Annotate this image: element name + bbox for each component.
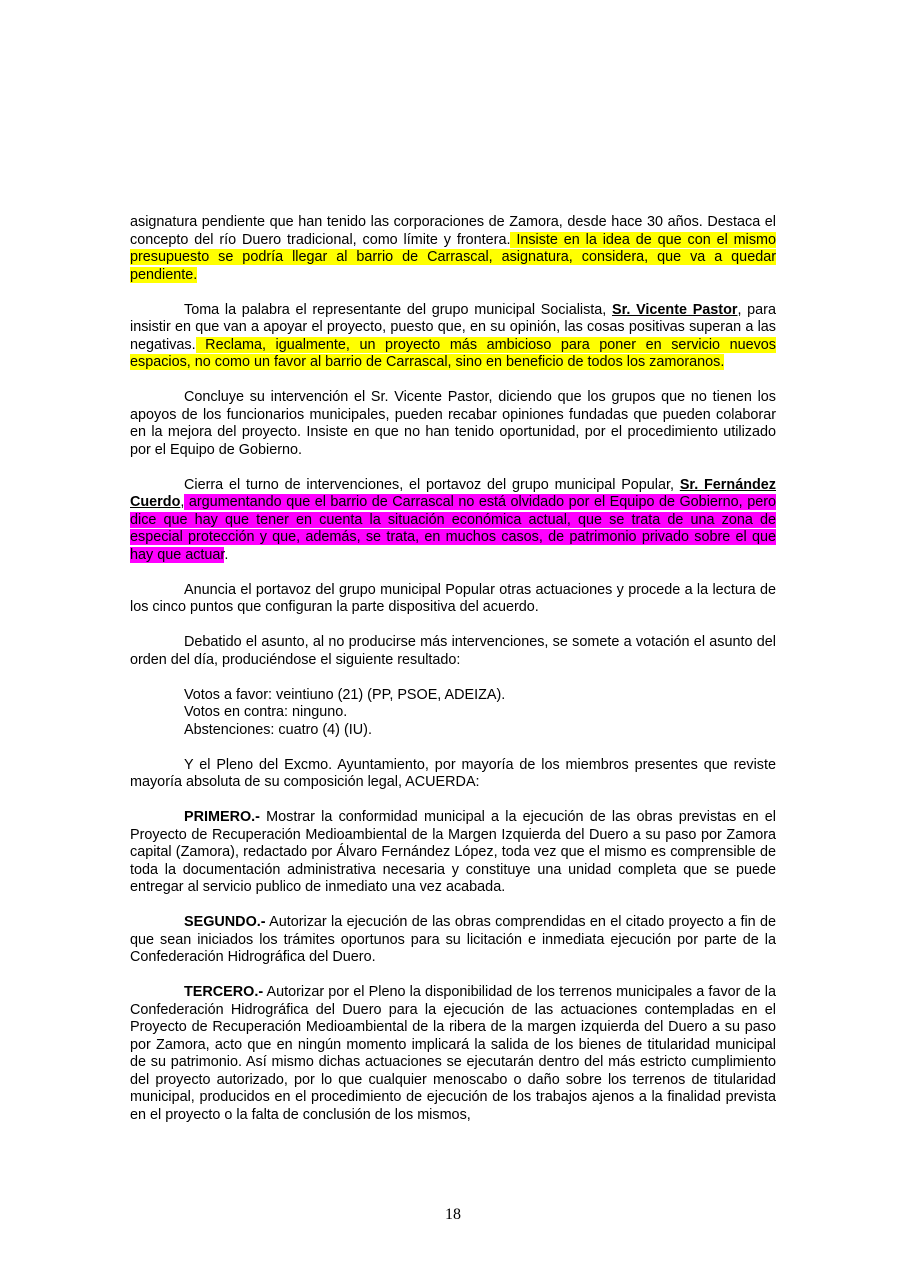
votes-abstenciones: Abstenciones: cuatro (4) (IU). <box>184 721 372 738</box>
agreement-tercero <box>130 984 776 1124</box>
agreement-tercero-text: Autorizar por el Pleno la disponibilidad de los terrenos municipales a favor de la Confederación Hidrográfica del Duero para la ejecución de las actuaciones contempladas en el Proyecto de Recuperación Medioambiental de la ribera de la margen izquierda del Duero a su paso por Zamora, acto que en ningún momento implicará la salida de los bienes de titularidad municipal de su patrimonio. Así mismo dichas actuaciones se ejecutarán dentro del más estricto cumplimiento del proyecto autorizado, por lo que cualquier menoscabo o daño sobre los terrenos de titularidad municipal, producidos en el procedimiento de ejecución de los trabajos ajenos a la finalidad prevista en el proyecto o la falta de conclusión de los mismos, <box>130 984 776 1123</box>
paragraph-2 <box>130 302 776 372</box>
agreement-segundo <box>130 914 776 967</box>
page-number: 18 <box>445 1206 461 1223</box>
paragraph-1-text: asignatura pendiente que han tenido las corporaciones de Zamora, desde hace 30 años. Destaca el concepto del río Duero tradicional, como límite y frontera. <box>130 214 776 248</box>
paragraph-4-highlight: argumentando que el barrio de Carrascal no está olvidado por el Equipo de Gobierno, pero dice que hay que tener en cuenta la situación económica actual, que se trata de una zona de especial protección y que, además, se trata, en muchos casos, de patrimonio privado sobre el que hay que actuar <box>130 494 776 563</box>
paragraph-4-pre: Cierra el turno de intervenciones, el portavoz del grupo municipal Popular, <box>184 476 680 493</box>
agreement-segundo-label: SEGUNDO.- <box>184 914 266 930</box>
agreement-segundo-text: Autorizar la ejecución de las obras comprendidas en el citado proyecto a fin de que sean iniciados los trámites oportunos para su licitación e inmediata ejecución por parte de la Confederación Hidrográfica del Duero. <box>130 914 776 965</box>
document-body <box>130 214 776 1142</box>
paragraph-3: Concluye su intervención el Sr. Vicente Pastor, diciendo que los grupos que no tienen los apoyos de los funcionarios municipales, pueden recabar opiniones fundadas que pueden colaborar en la mejora del proyecto. Insiste en que no han tenido oportunidad, por el procedimiento utilizado por el Equipo de Gobierno. <box>130 389 776 458</box>
paragraph-1 <box>130 214 776 284</box>
paragraph-6: Debatido el asunto, al no producirse más intervenciones, se somete a votación el asunto del orden del día, produciéndose el siguiente resultado: <box>130 634 776 668</box>
paragraph-4-post: , <box>180 494 185 510</box>
votes-contra: Votos en contra: ninguno. <box>184 704 348 720</box>
paragraph-2-highlight: Reclama, igualmente, un proyecto más ambicioso para poner en servicio nuevos espacios, no como un favor al barrio de Carrascal, sino en beneficio de todos los zamoranos. <box>130 336 776 370</box>
paragraph-1-highlight: Insiste en la idea de que con el mismo presupuesto se podría llegar al barrio de Carrascal, asignatura, considera, que va a quedar pendiente. <box>130 231 777 283</box>
speaker-name-fernandez: Sr. Fernández Cuerdo <box>130 476 776 510</box>
agreement-tercero-label: TERCERO.- <box>184 984 264 1000</box>
paragraph-4-end: . <box>224 546 229 563</box>
paragraph-4 <box>130 477 776 565</box>
agreement-primero <box>130 809 776 897</box>
vote-results <box>130 687 776 740</box>
paragraph-5: Anuncia el portavoz del grupo municipal Popular otras actuaciones y procede a la lectura de los cinco puntos que configuran la parte dispositiva del acuerdo. <box>130 581 776 615</box>
paragraph-2-pre: Toma la palabra el representante del grupo municipal Socialista, <box>184 301 612 318</box>
paragraph-2-post: , para insistir en que van a apoyar el proyecto, puesto que, en su opinión, las cosas positivas superan a las negativas. <box>130 301 776 353</box>
agreement-primero-label: PRIMERO.- <box>184 809 260 825</box>
paragraph-7: Y el Pleno del Excmo. Ayuntamiento, por mayoría de los miembros presentes que reviste mayoría absoluta de su composición legal, ACUERDA: <box>130 756 776 790</box>
votes-favor: Votos a favor: veintiuno (21) (PP, PSOE, ADEIZA). <box>184 686 506 703</box>
speaker-name-pastor: Sr. Vicente Pastor <box>611 301 738 318</box>
agreement-primero-text: Mostrar la conformidad municipal a la ejecución de las obras previstas en el Proyecto de Recuperación Medioambiental de la Margen Izquierda del Duero a su paso por Zamora capital (Zamora), redactado por Álvaro Fernández López, toda vez que el mismo es comprensible de toda la documentación administrativa necesaria y constituye una unidad completa que se puede entregar al servicio publico de inmediato una vez acabada. <box>130 809 776 895</box>
